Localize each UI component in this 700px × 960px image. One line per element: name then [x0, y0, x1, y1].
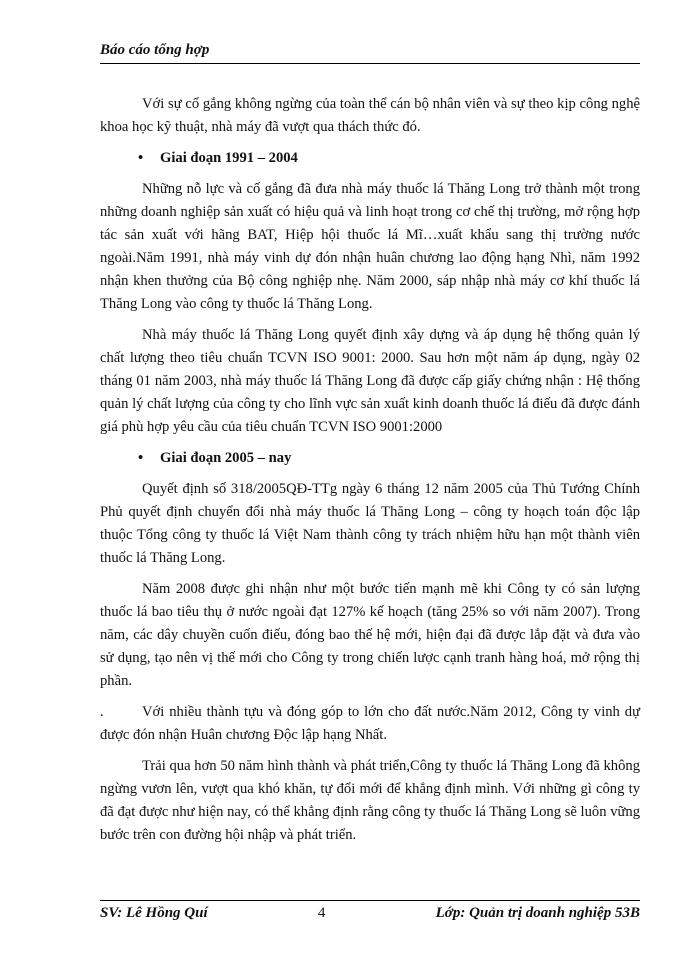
paragraph-decision: Quyết định số 318/2005QĐ-TTg ngày 6 tháng 12 năm 2005 của Thủ Tướng Chính Phủ quyết định chuyển đổi nhà máy thuốc lá Thăng Long – công ty hoạch toán độc lập thuộc Tổng công ty thuốc lá Việt Nam thành công ty trách nhiệm hữu hạn một thành viên thuốc lá Thăng Long. [100, 481, 640, 566]
stray-mark: . [100, 704, 104, 720]
heading-text: Giai đoạn 2005 – nay [160, 450, 292, 466]
heading-text: Giai đoạn 1991 – 2004 [160, 150, 298, 166]
paragraph-intro: Với sự cố gắng không ngừng của toàn thể cán bộ nhân viên và sự theo kịp công nghệ khoa học kỹ thuật, nhà máy đã vượt qua thách thức đó. [100, 96, 640, 135]
page-number: 4 [317, 905, 326, 921]
footer-student: SV: Lê Hồng Quí [100, 905, 208, 921]
paragraph-achievements: Những nỗ lực và cố gắng đã đưa nhà máy thuốc lá Thăng Long trở thành một trong những doanh nghiệp sản xuất có hiệu quả và linh hoạt trong cơ chế thị trường, mở rộng hợp tác sản xuất với hãng BAT, Hiệp hội thuốc lá Mĩ…xuất khẩu sang thị trường nước ngoài.Năm 1991, nhà máy vinh dự đón nhận huân chương lao động hạng Nhì, năm 1992 nhận khen thưởng của Bộ công nghiệp nhẹ. Năm 2000, sáp nhập nhà máy cơ khí thuốc lá Thăng Long vào công ty thuốc lá Thăng Long. [100, 181, 640, 312]
paragraph-2008: Năm 2008 được ghi nhận như một bước tiến mạnh mẽ khi Công ty có sản lượng thuốc lá bao tiêu thụ ở nước ngoài đạt 127% kế hoạch (tăng 25% so với năm 2007). Trong năm, các dây chuyền cuốn điếu, đóng bao thế hệ mới, hiện đại đã được lắp đặt và đưa vào sử dụng, tạo nên vị thế mới cho Công ty trong chiến lược cạnh tranh hàng hoá, mở rộng thị phần. [100, 581, 640, 689]
paragraph-2012-text: Với nhiều thành tựu và đóng góp to lớn cho đất nước.Năm 2012, Công ty vinh dự được đón nhận Huân chương Độc lập hạng Nhất. [100, 704, 640, 743]
paragraph-conclusion: Trải qua hơn 50 năm hình thành và phát triển,Công ty thuốc lá Thăng Long đã không ngừng vươn lên, vượt qua khó khăn, tự đổi mới để khẳng định mình. Với những gì công ty đã đạt được như hiện nay, có thể khẳng định rằng công ty thuốc lá Thăng Long sẽ luôn vững bước trên con đường hội nhập và phát triển. [100, 758, 640, 843]
header-title: Báo cáo tổng hợp [100, 42, 210, 58]
section-heading-1991-2004 [100, 147, 640, 170]
paragraph-2012 [100, 701, 640, 747]
paragraph-iso: Nhà máy thuốc lá Thăng Long quyết định xây dựng và áp dụng hệ thống quản lý chất lượng theo tiêu chuẩn TCVN ISO 9001: 2000. Sau hơn một năm áp dụng, ngày 02 tháng 01 năm 2003, nhà máy thuốc lá Thăng Long đã được cấp giấy chứng nhận : Hệ thống quản lý chất lượng của công ty cho lĩnh vực sản xuất kinh doanh thuốc lá điếu đã được đánh giá phù hợp yêu cầu của tiêu chuẩn TCVN ISO 9001:2000 [100, 327, 640, 435]
page-footer [100, 900, 640, 922]
bullet-icon: • [138, 450, 144, 466]
bullet-icon: • [138, 150, 144, 166]
document-body [100, 93, 640, 855]
section-heading-2005-now [100, 447, 640, 470]
page-header [100, 42, 640, 64]
footer-class: Lớp: Quản trị doanh nghiệp 53B [435, 905, 640, 921]
